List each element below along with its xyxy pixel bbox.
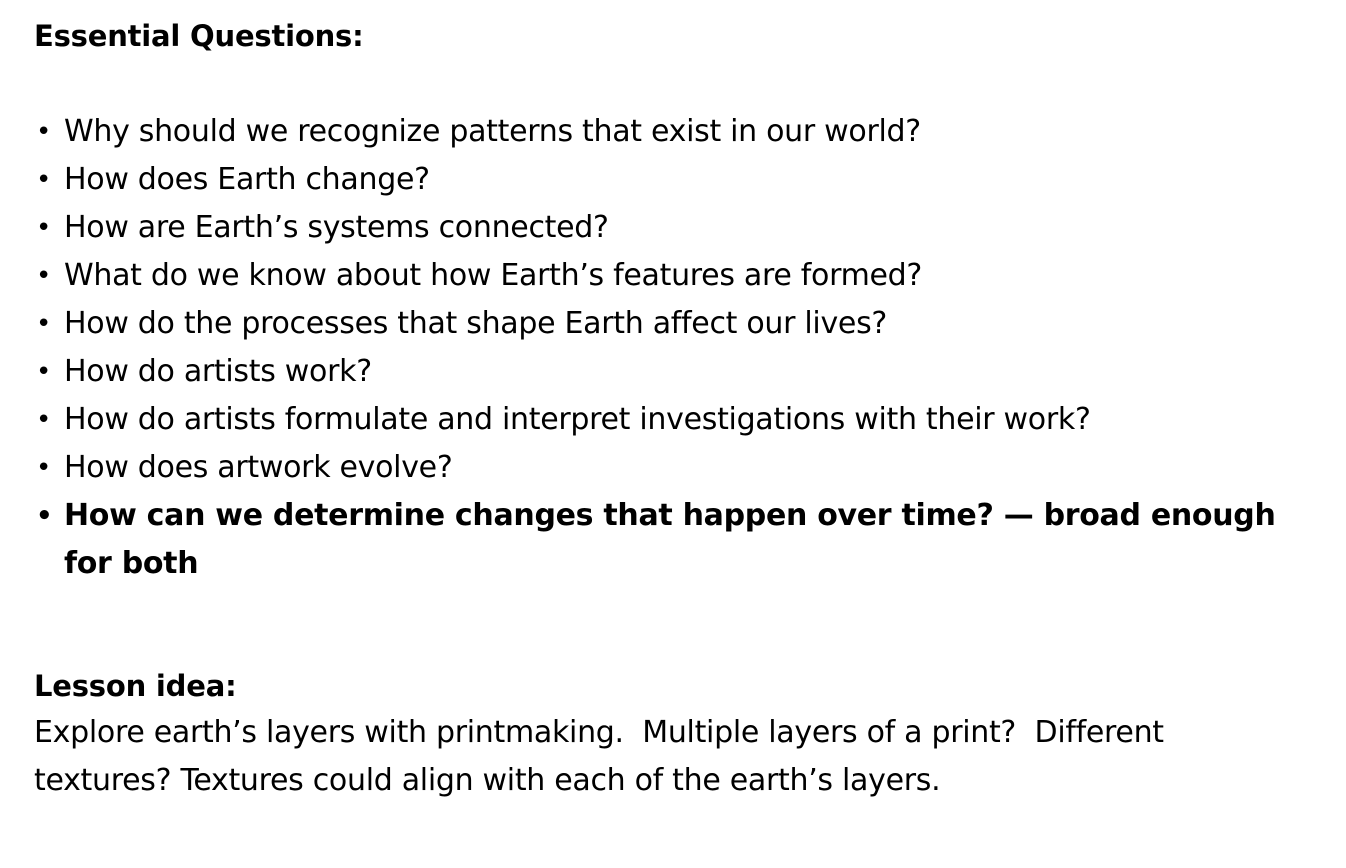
bullet-icon: • [36, 212, 52, 243]
lesson-idea-block [34, 668, 1312, 806]
lesson-idea-body: Explore earth’s layers with printmaking. Multiple layers of a print? Different textures? Textures could align with each of the earth’s layers. [34, 715, 1174, 799]
lesson-idea-heading: Lesson idea: [34, 668, 237, 703]
list-item [34, 300, 1312, 348]
list-item-text: How can we determine changes that happen over time? — broad enough for both [64, 497, 1276, 581]
list-item-text: Why should we recognize patterns that exist in our world? [64, 113, 921, 149]
list-item-text: How are Earth’s systems connected? [64, 209, 609, 245]
list-item [34, 444, 1312, 492]
essential-questions-heading: Essential Questions: [34, 19, 364, 53]
list-item-text: How does artwork evolve? [64, 449, 453, 485]
bullet-icon: • [36, 164, 52, 195]
bullet-icon: • [36, 500, 53, 531]
bullet-icon: • [36, 404, 52, 435]
list-item [34, 492, 1312, 588]
list-item-text: What do we know about how Earth’s features are formed? [64, 257, 923, 293]
list-item-text: How does Earth change? [64, 161, 430, 197]
bullet-icon: • [36, 452, 52, 483]
list-item [34, 348, 1312, 396]
list-item [34, 108, 1312, 156]
essential-questions-list [34, 108, 1312, 588]
bullet-icon: • [36, 116, 52, 147]
list-item [34, 204, 1312, 252]
list-item [34, 156, 1312, 204]
list-item [34, 396, 1312, 444]
list-item [34, 252, 1312, 300]
list-item-text: How do artists work? [64, 353, 372, 389]
bullet-icon: • [36, 356, 52, 387]
bullet-icon: • [36, 260, 52, 291]
list-item-text: How do the processes that shape Earth affect our lives? [64, 305, 888, 341]
bullet-icon: • [36, 308, 52, 339]
list-item-text: How do artists formulate and interpret investigations with their work? [64, 401, 1091, 437]
